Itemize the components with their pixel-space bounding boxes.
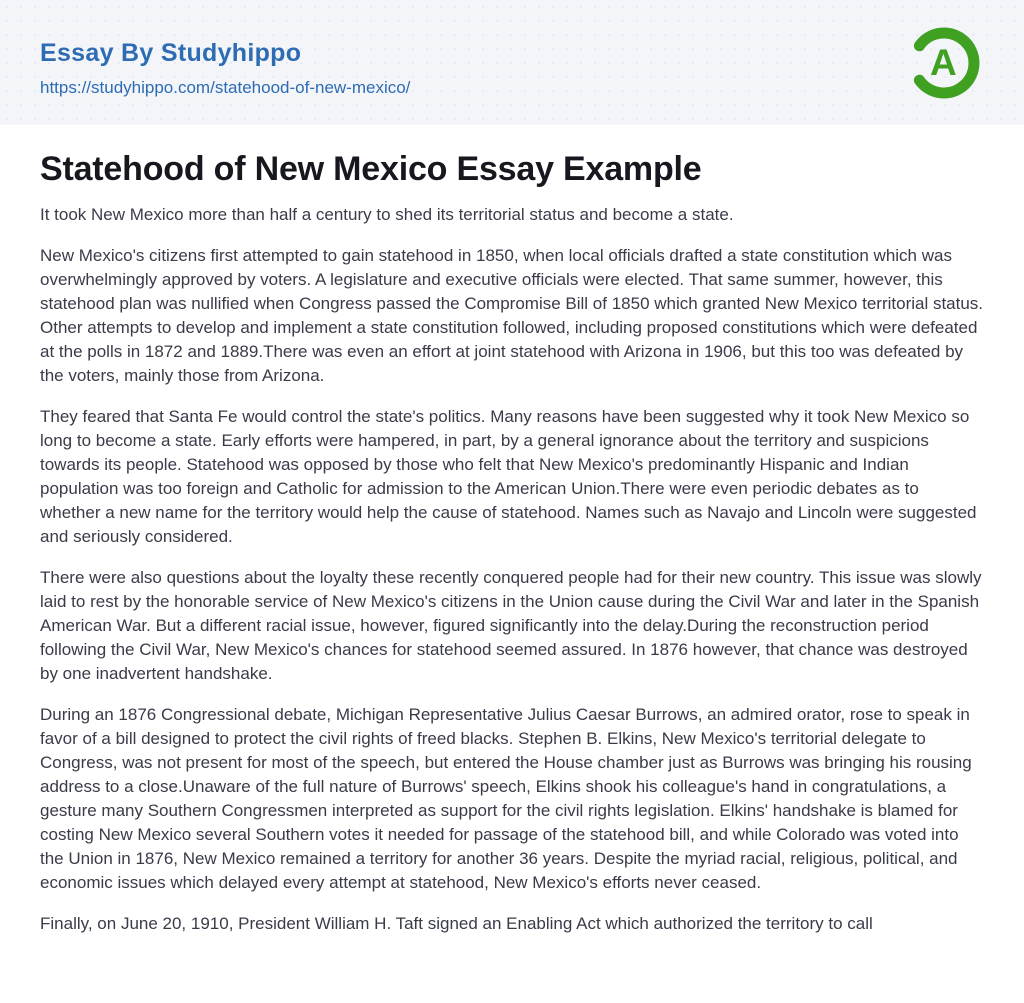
source-url-link[interactable]: https://studyhippo.com/statehood-of-new-mexico/	[40, 78, 411, 97]
article-paragraph: During an 1876 Congressional debate, Michigan Representative Julius Caesar Burrows, an admired orator, rose to speak in favor of a bill designed to protect the civil rights of freed blacks. Stephen B. Elkins, New Mexico's territorial delegate to Congress, was not present for most of the speech, but entered the House chamber just as Burrows was bringing his rousing address to a close.Unaware of the full nature of Burrows' speech, Elkins shook his colleague's hand in congratulations, a gesture many Southern Congressmen interpreted as support for the civil rights legislation. Elkins' handshake is blamed for costing New Mexico several Southern votes it needed for passage of the statehood bill, and while Colorado was voted into the Union in 1876, New Mexico remained a territory for another 36 years. Despite the myriad racial, religious, political, and economic issues which delayed every attempt at statehood, New Mexico's efforts never ceased.	[40, 705, 972, 892]
logo-letter: A	[930, 41, 957, 83]
article-content	[0, 125, 1024, 936]
page-title: Statehood of New Mexico Essay Example	[40, 150, 702, 188]
header-text-block	[40, 27, 410, 98]
article-body	[40, 244, 984, 936]
site-header	[0, 0, 1024, 125]
article-subtitle: It took New Mexico more than half a century to shed its territorial status and become a state.	[40, 205, 734, 224]
site-title: Essay By Studyhippo	[40, 39, 302, 67]
article-paragraph: Finally, on June 20, 1910, President William H. Taft signed an Enabling Act which authorized the territory to call	[40, 914, 873, 933]
article-paragraph: New Mexico's citizens first attempted to gain statehood in 1850, when local officials drafted a state constitution which was overwhelmingly approved by voters. A legislature and executive officials were elected. That same summer, however, this statehood plan was nullified when Congress passed the Compromise Bill of 1850 which granted New Mexico territorial status. Other attempts to develop and implement a state constitution followed, including proposed constitutions which were defeated at the polls in 1872 and 1889.There was even an effort at joint statehood with Arizona in 1906, but this too was defeated by the voters, mainly those from Arizona.	[40, 246, 984, 385]
article-paragraph: They feared that Santa Fe would control the state's politics. Many reasons have been suggested why it took New Mexico so long to become a state. Early efforts were hampered, in part, by a general ignorance about the territory and suspicions towards its people. Statehood was opposed by those who felt that New Mexico's predominantly Hispanic and Indian population was too foreign and Catholic for admission to the American Union.There were even periodic debates as to whether a new name for the territory would help the cause of statehood. Names such as Navajo and Lincoln were suggested and seriously considered.	[40, 407, 977, 546]
article-paragraph: There were also questions about the loyalty these recently conquered people had for their new country. This issue was slowly laid to rest by the honorable service of New Mexico's citizens in the Union cause during the Civil War and later in the Spanish American War. But a different racial issue, however, figured significantly into the delay.During the reconstruction period following the Civil War, New Mexico's chances for statehood seemed assured. In 1876 however, that chance was destroyed by one inadvertent handshake.	[40, 568, 982, 683]
studyhippo-logo-icon	[904, 23, 984, 103]
